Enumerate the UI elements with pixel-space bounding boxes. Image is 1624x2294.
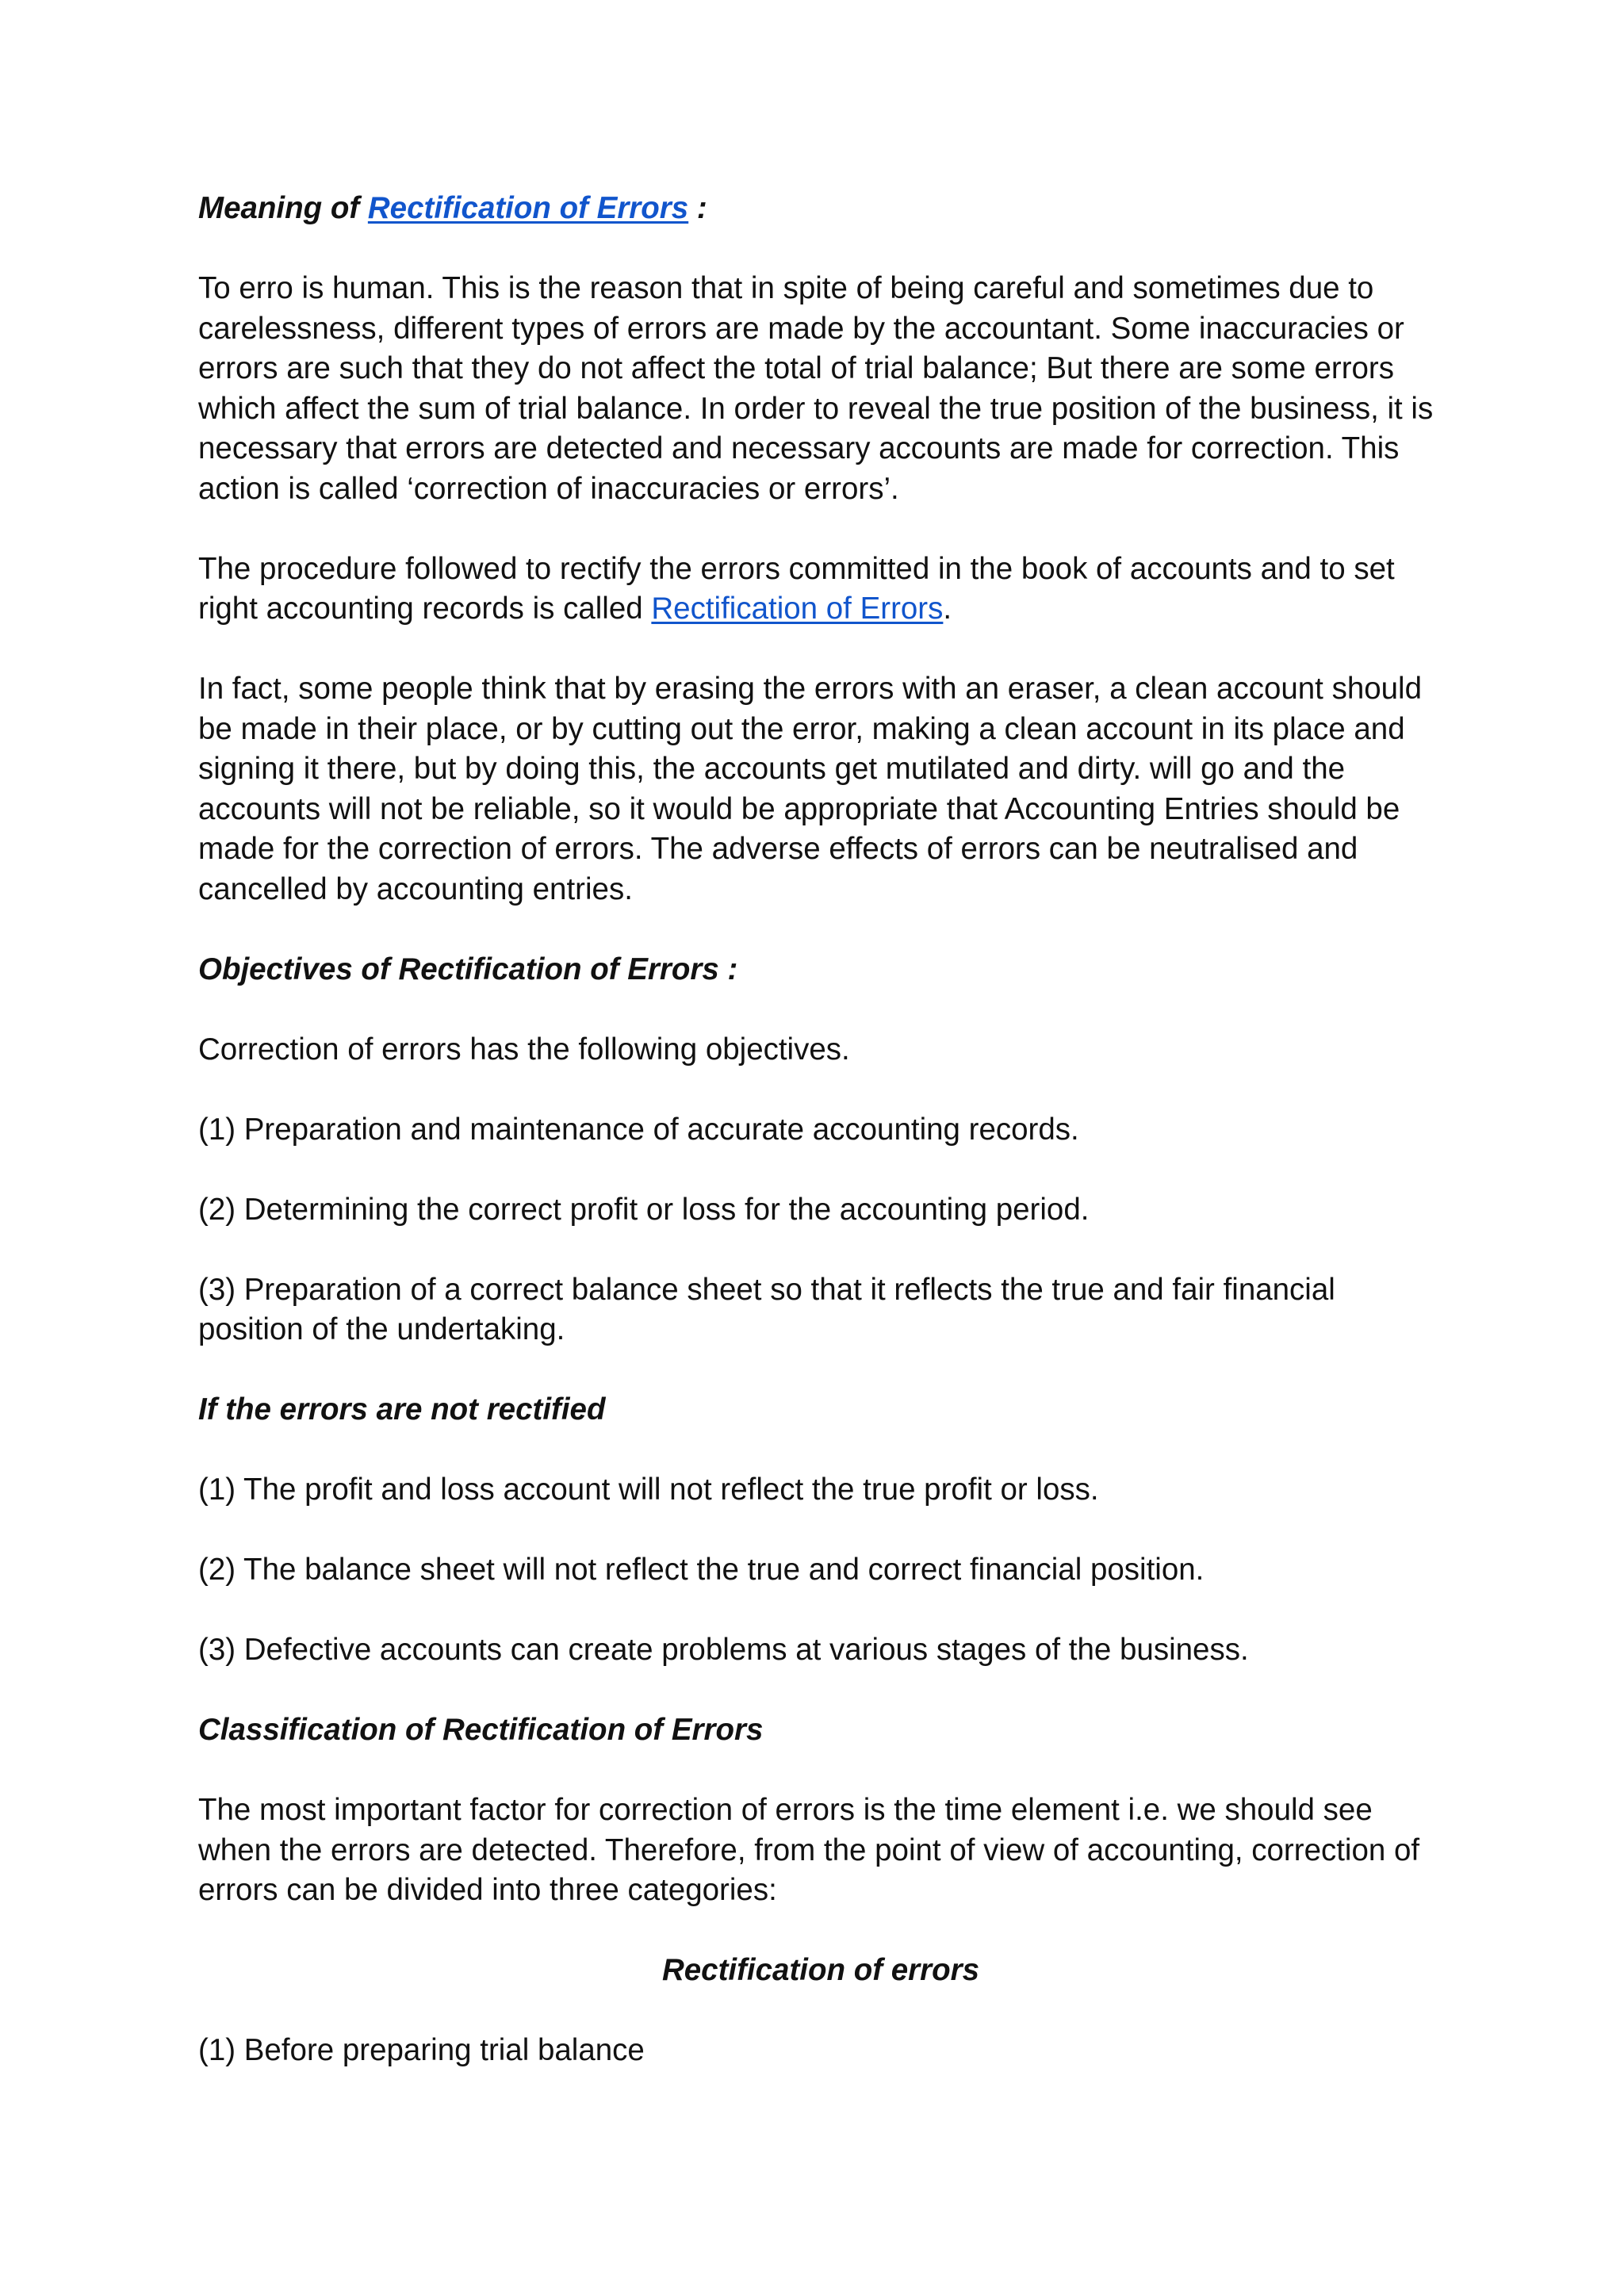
objective-item: (3) Preparation of a correct balance sheet so that it reflects the true and fair financial position of the undertaking. [198, 1272, 1335, 1346]
rectification-of-errors-inline-link[interactable]: Rectification of Errors [651, 592, 944, 626]
category-item: (1) Before preparing trial balance [198, 2033, 645, 2067]
classification-paragraph: The most important factor for correction of errors is the time element i.e. we should see when the errors are detected. Therefore, from the point of view of accounting, correction of errors can be divided into three categories: [198, 1793, 1420, 1907]
objectives-intro: Correction of errors has the following objectives. [198, 1032, 850, 1067]
not-rectified-item: (2) The balance sheet will not reflect the true and correct financial position. [198, 1553, 1205, 1587]
procedure-paragraph-text: The procedure followed to rectify the errors committed in the book of accounts and to set right accounting records is called [198, 551, 1395, 626]
fact-paragraph: In fact, some people think that by erasing the errors with an eraser, a clean account should be made in their place, or by cutting out the error, making a clean account in its place and signing it there, but by doing this, the accounts get mutilated and dirty. will go and the accounts will not be reliable, so it would be appropriate that Accounting Entries should be made for the correction of errors. The adverse effects of errors can be neutralised and cancelled by accounting entries. [198, 672, 1423, 906]
objective-item: (2) Determining the correct profit or loss for the accounting period. [198, 1192, 1090, 1227]
intro-paragraph: To erro is human. This is the reason that in spite of being careful and sometimes due to carelessness, different types of errors are made by the accountant. Some inaccuracies or errors are such that they do not affect the total of trial balance; But there are some errors which affect the sum of trial balance. In order to reveal the true position of the business, it is necessary that errors are detected and necessary accounts are made for correction. This action is called ‘correction of inaccuracies or errors’. [198, 271, 1434, 506]
objective-item: (1) Preparation and maintenance of accurate accounting records. [198, 1112, 1079, 1147]
not-rectified-item: (1) The profit and loss account will not reflect the true profit or loss. [198, 1473, 1099, 1507]
meaning-heading [198, 189, 1443, 229]
procedure-paragraph-suffix: . [943, 592, 952, 626]
meaning-heading-suffix: : [688, 191, 707, 225]
rectification-center-heading: Rectification of errors [661, 1953, 980, 1987]
classification-heading: Classification of Rectification of Errors [198, 1713, 764, 1747]
objectives-heading: Objectives of Rectification of Errors : [198, 952, 738, 986]
not-rectified-heading: If the errors are not rectified [198, 1392, 606, 1427]
meaning-heading-prefix: Meaning of [198, 191, 368, 225]
not-rectified-item: (3) Defective accounts can create problems at various stages of the business. [198, 1633, 1249, 1667]
rectification-of-errors-heading-link[interactable]: Rectification of Errors [367, 191, 689, 225]
document-page [198, 189, 1443, 2111]
procedure-paragraph [198, 550, 1443, 630]
